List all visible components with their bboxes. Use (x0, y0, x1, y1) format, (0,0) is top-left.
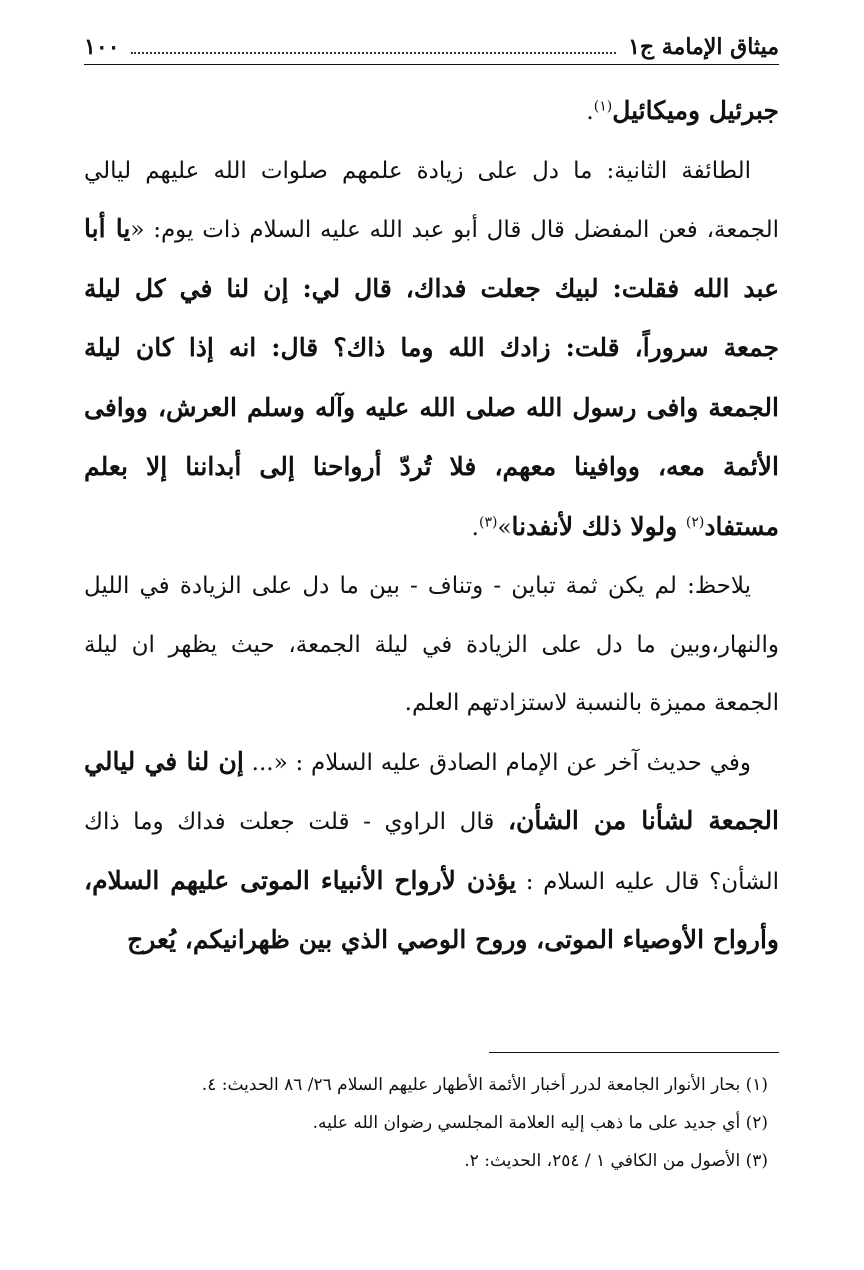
footnote-ref-2: (٢) (685, 513, 705, 530)
text-run: . (471, 514, 479, 541)
main-text (84, 82, 779, 971)
footnote-3: (٣) الأصول من الكافي ١ / ٢٥٤، الحديث: ٢. (464, 1151, 768, 1171)
bold-quote-end: ولولا ذلك لأنفدنا (511, 511, 686, 541)
page-number: ١٠٠ (84, 34, 120, 60)
text-run: . (586, 99, 594, 125)
footnote-ref-1: (١) (593, 98, 613, 115)
bold-quote: يا أبا عبد الله فقلت: لبيك جعلت فداك، قال لي: إن لنا في كل ليلة جمعة سروراً، قلت: زادك الله وما ذاك؟ قال: انه إذا كان ليلة الجمعة وافى رسول الله صلى الله عليه وآله وسلم العرش، ووافى الأئمة معه، ووافينا معهم، فلا تُردّ أرواحنا إلى أبداننا إلا بعلم مستفاد (84, 214, 779, 541)
paragraph-2: يلاحظ: لم يكن ثمة تباين - وتناف - بين ما دل على الزيادة في الليل والنهار،وبين ما دل على الزيادة في ليلة الجمعة، حيث يظهر ان ليلة الجمعة مميزة بالنسبة لاستزادتهم العلم. (84, 573, 779, 716)
footnote-2: (٢) أي جديد على ما ذهب إليه العلامة المجلسي رضوان الله عليه. (312, 1113, 768, 1133)
paragraph-3 (84, 733, 779, 971)
paragraph-1 (84, 142, 779, 558)
footnote-1: (١) بحار الأنوار الجامعة لدرر أخبار الأئمة الأطهار عليهم السلام ٢٦/ ٨٦ الحديث: ٤. (201, 1075, 768, 1095)
text-run: قال الراوي - قلت جعلت فداك وما ذاك الشأن؟ قال عليه السلام : (84, 809, 780, 895)
paragraph-0 (84, 82, 779, 142)
text-run: الطائفة الثانية: ما دل على زيادة علمهم صلوات الله عليهم ليالي الجمعة، فعن المفضل قال قال أبو عبد الله عليه السلام ذات يوم: « (84, 157, 779, 243)
book-title: ميثاق الإمامة ج١ (628, 34, 779, 60)
text-run: وفي حديث آخر عن الإمام الصادق عليه السلام : «... (243, 749, 751, 776)
footnote-separator (489, 1052, 779, 1053)
footnotes (84, 1066, 768, 1180)
footnote-ref-3: (٣) (478, 513, 498, 530)
bold-quote: إن لنا في ليالي الجمعة لشأنا من الشأن، (84, 746, 779, 835)
quote-close: » (497, 514, 512, 541)
bold-text: جبرئيل وميكائيل (612, 96, 779, 125)
header-dot-leader (131, 52, 616, 54)
running-header (84, 30, 779, 65)
bold-quote: يؤذن لأرواح الأنبياء الموتى عليهم السلام، وأرواح الأوصياء الموتى، وروح الوصي الذي بين ظهرانيكم، يُعرج (84, 865, 779, 954)
